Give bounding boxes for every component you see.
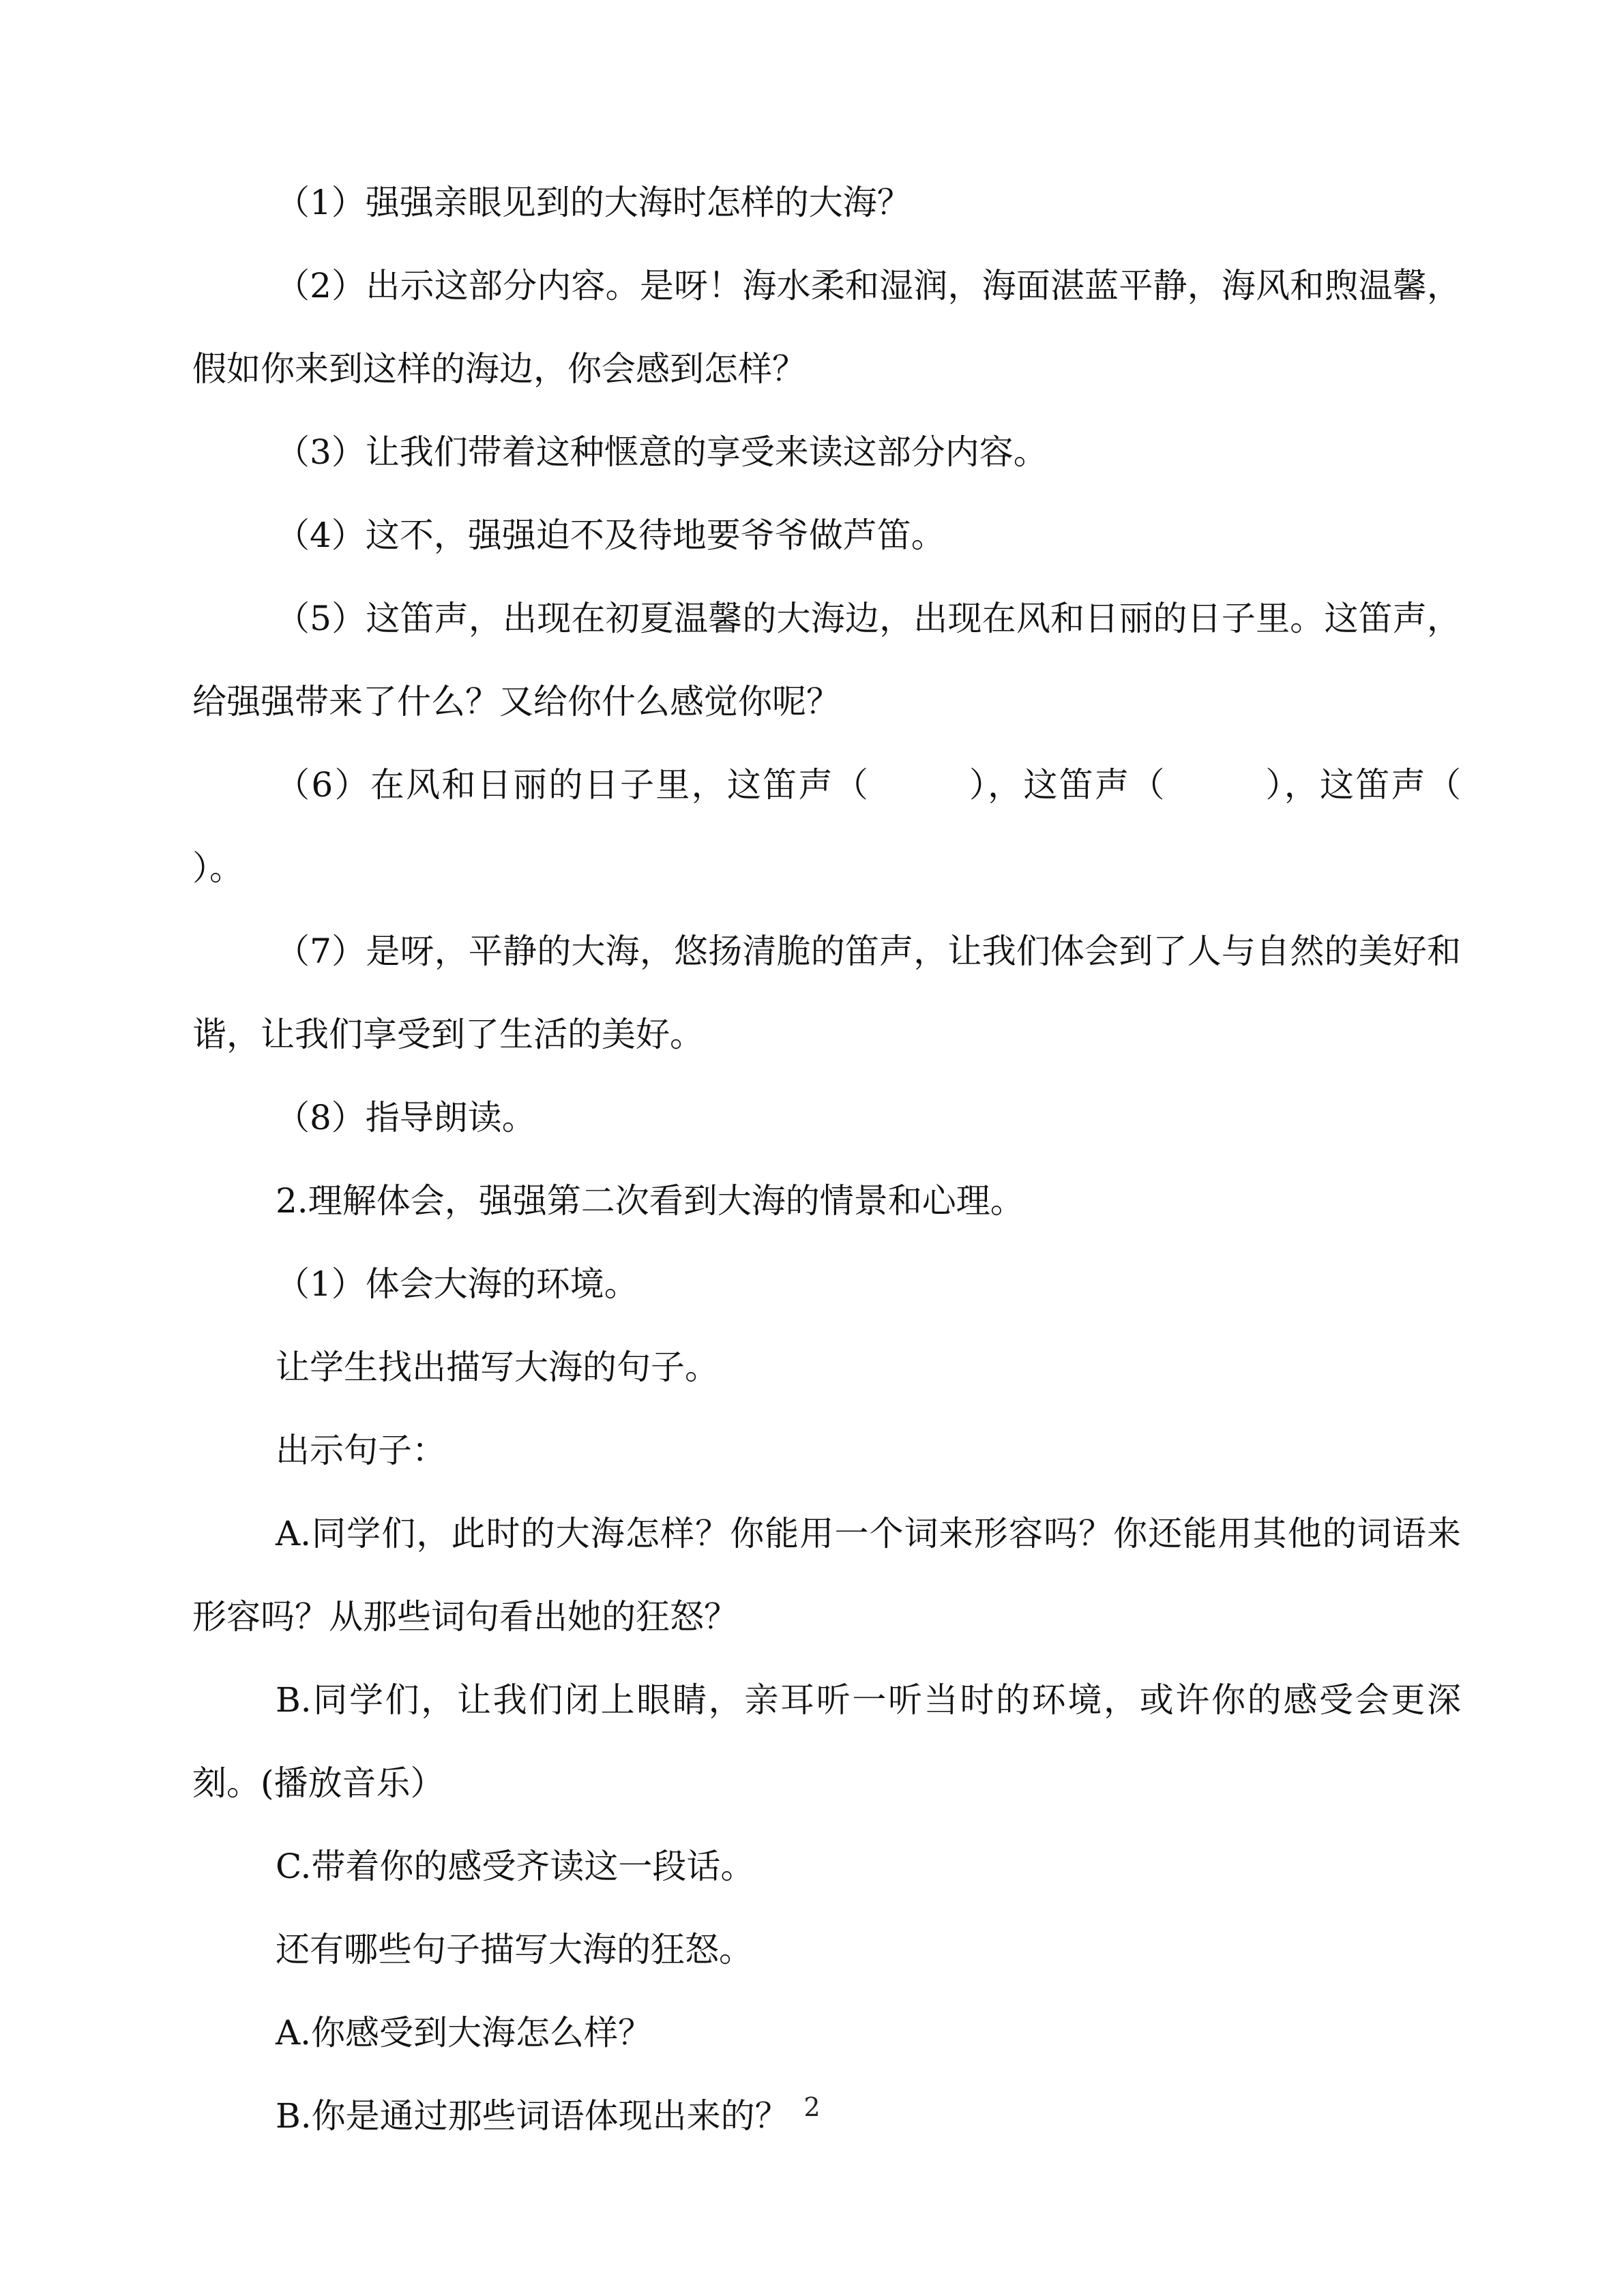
paragraph: A.同学们，此时的大海怎样？你能用一个词来形容吗？你还能用其他的词语来形容吗？从那些词句看出她的狂怒？ (192, 1514, 1461, 1637)
paragraph: （4）这不，强强迫不及待地要爷爷做芦笛。 (276, 516, 945, 555)
paragraph: （1）体会大海的环境。 (276, 1264, 638, 1304)
page-number: 2 (803, 2092, 821, 2122)
document-body (192, 161, 1526, 2158)
paragraph: （5）这笛声，出现在初夏温馨的大海边，出现在风和日丽的日子里。这笛声，给强强带来了什么？又给你什么感觉你呢？ (192, 599, 1461, 721)
paragraph: （2）出示这部分内容。是呀！海水柔和湿润，海面湛蓝平静，海风和煦温馨，假如你来到这样的海边，你会感到怎样？ (192, 266, 1461, 389)
paragraph: C.带着你的感受齐读这一段话。 (276, 1847, 755, 1886)
paragraph: （6）在风和日丽的日子里，这笛声（ ），这笛声（ ），这笛声（ ）。 (192, 765, 1526, 888)
paragraph: 2.理解体会，强强第二次看到大海的情景和心理。 (276, 1181, 1024, 1221)
paragraph: （8）指导朗读。 (276, 1098, 536, 1137)
paragraph: （7）是呀，平静的大海，悠扬清脆的笛声，让我们体会到了人与自然的美好和谐，让我们享受到了生活的美好。 (192, 931, 1461, 1054)
paragraph: （3）让我们带着这种惬意的享受来读这部分内容。 (276, 432, 1048, 472)
paragraph: （1）强强亲眼见到的大海时怎样的大海？ (276, 183, 911, 222)
paragraph: B.你是通过那些词语体现出来的？ (276, 2096, 789, 2136)
paragraph: B.同学们，让我们闭上眼睛，亲耳听一听当时的环境，或许你的感受会更深刻。(播放音乐） (192, 1680, 1461, 1803)
paragraph: A.你感受到大海怎么样？ (276, 2013, 653, 2053)
paragraph: 让学生找出描写大海的句子。 (276, 1347, 719, 1387)
paragraph: 出示句子： (276, 1431, 446, 1470)
paragraph: 还有哪些句子描写大海的狂怒。 (276, 1930, 753, 1969)
